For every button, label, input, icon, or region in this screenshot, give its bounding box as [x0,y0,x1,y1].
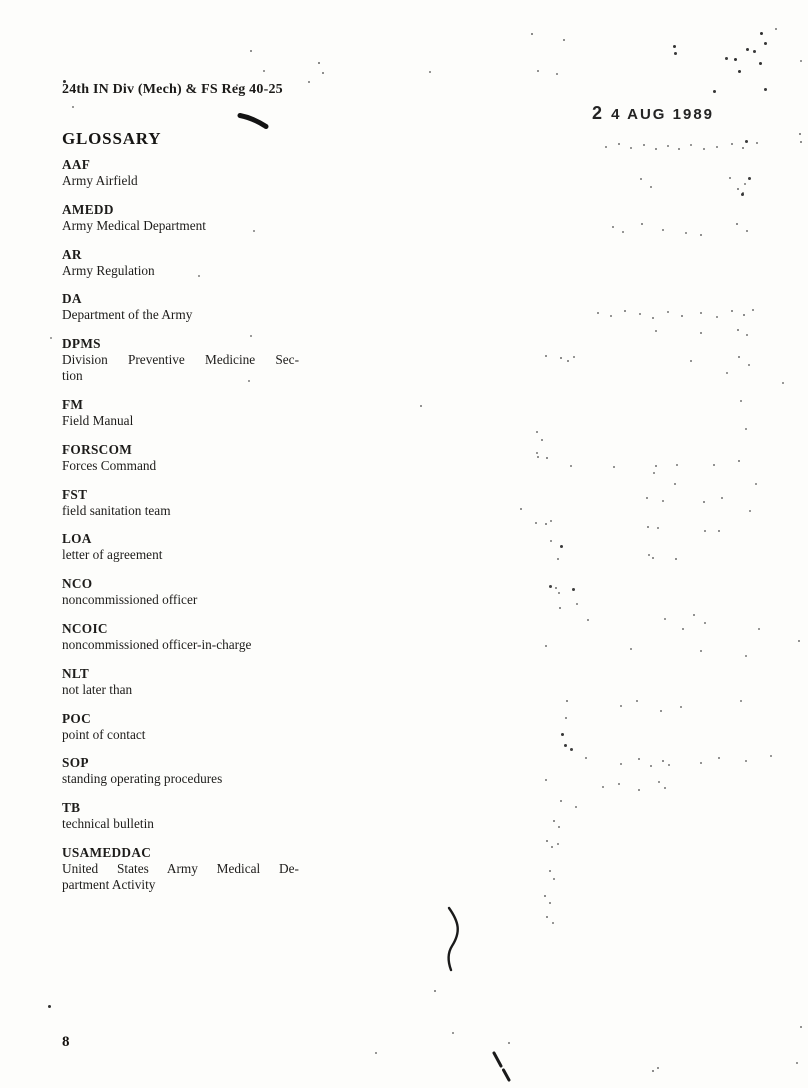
glossary-definition-line: Division Preventive Medicine Sec- [62,352,299,368]
pen-mark-curve [449,908,458,970]
glossary-definition-line: Army Medical Department [62,217,206,233]
glossary-entry [62,800,299,832]
glossary-term: FST [62,486,88,502]
glossary-definition-line: noncommissioned officer-in-charge [62,636,252,652]
glossary-term: AR [62,246,82,262]
glossary-definition-line: Forces Command [62,457,157,473]
glossary-definition-line: Army Regulation [62,262,155,278]
glossary-entry [62,157,299,189]
glossary-term: AMEDD [62,201,114,217]
glossary-entry [62,576,299,608]
glossary-term: LOA [62,531,92,547]
glossary-term: NCOIC [62,621,108,637]
glossary-term: AAF [62,157,91,172]
glossary-list [62,157,299,906]
glossary-entry [62,442,299,474]
glossary-entry [62,531,299,563]
glossary-definition-line: Field Manual [62,412,134,428]
glossary-entry [62,755,299,787]
glossary-entry [62,487,299,519]
glossary-definition-line: standing operating procedures [62,771,223,787]
pen-mark-diagonal [494,1053,509,1080]
glossary-definition-line: not later than [62,681,133,697]
glossary-entry [62,336,299,384]
glossary-entry [62,291,299,323]
glossary-definition-line: letter of agreement [62,547,163,563]
glossary-definition-line: partment Activity [62,876,156,892]
glossary-term: TB [62,800,81,816]
glossary-term: NLT [62,665,90,681]
glossary-term: FORSCOM [62,441,133,457]
glossary-definition-line: noncommissioned officer [62,592,198,608]
document-header: 24th IN Div (Mech) & FS Reg 40-25 [62,82,283,97]
scan-noise-dark [0,0,3,3]
glossary-title: GLOSSARY [62,129,162,148]
glossary-definition-line: Army Airfield [62,172,138,188]
glossary-entry [62,397,299,429]
page-number: 8 [62,1034,70,1050]
glossary-definition-line: United States Army Medical De- [62,861,299,876]
glossary-definition-line: field sanitation team [62,502,171,518]
pen-mark-swoosh [240,116,266,127]
glossary-definition-line: technical bulletin [62,816,154,832]
date-stamp: 2 4 AUG 1989 [592,103,715,123]
glossary-definition-line: tion [62,368,83,384]
glossary-definition-line: point of contact [62,726,146,742]
glossary-entry [62,202,299,234]
glossary-definition-line: Department of the Army [62,307,193,323]
glossary-entry [62,711,299,743]
glossary-term: USAMEDDAC [62,845,152,861]
glossary-entry [62,247,299,279]
glossary-term: SOP [62,755,89,771]
glossary-entry [62,666,299,698]
glossary-term: DA [62,291,82,307]
glossary-entry [62,845,299,893]
glossary-entry [62,621,299,653]
glossary-term: POC [62,710,91,726]
glossary-term: FM [62,396,84,412]
glossary-term: DPMS [62,336,101,352]
glossary-term: NCO [62,576,93,592]
